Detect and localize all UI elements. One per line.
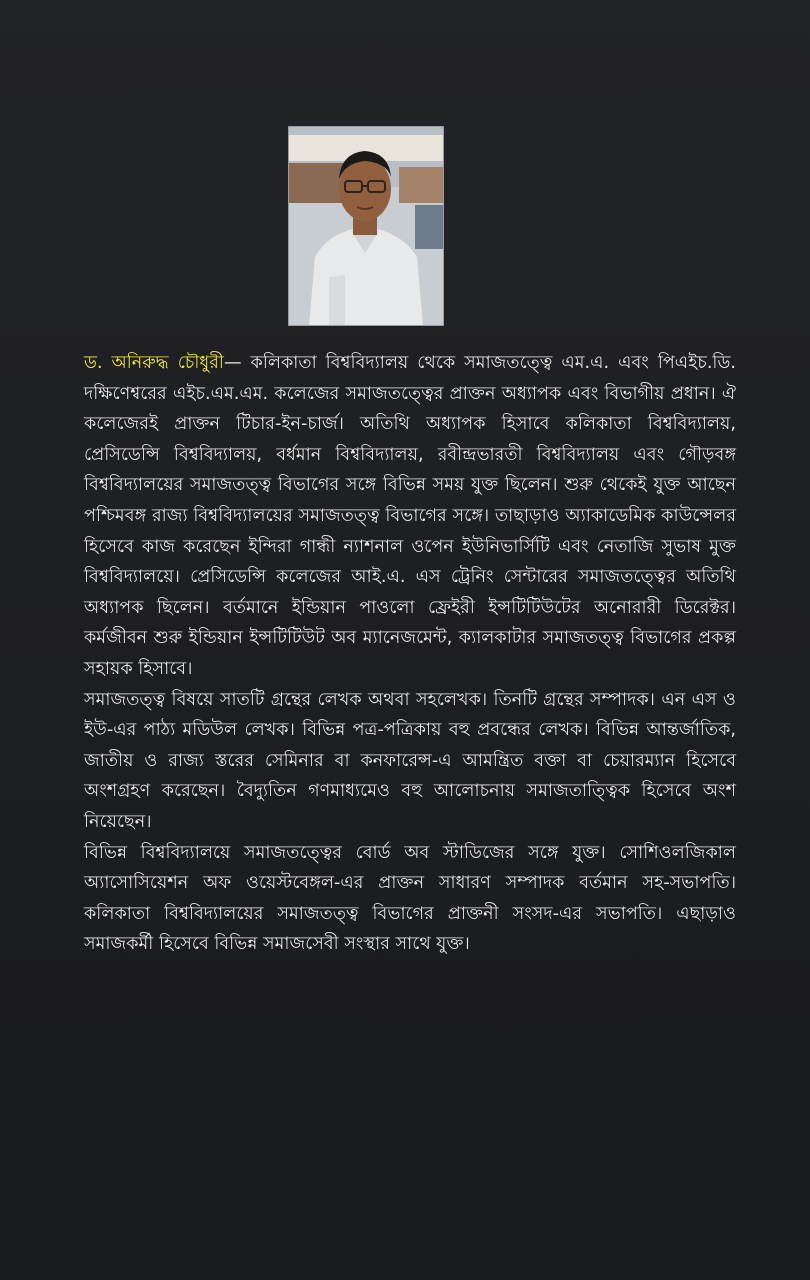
author-photo bbox=[288, 126, 444, 326]
author-name-dash: — bbox=[223, 353, 251, 373]
author-biography bbox=[84, 348, 736, 960]
author-name: ড. অনিরুদ্ধ চৌধুরী bbox=[84, 353, 224, 373]
bio-paragraph-3: বিভিন্ন বিশ্ববিদ্যালয়ে সমাজতত্ত্বের বোর্ড অব স্টাডিজের সঙ্গে যুক্ত। সোশিওলজিকাল অ্যাসোসিয়েশন অফ ওয়েস্টবেঙ্গল-এর প্রাক্তন সাধারণ সম্পাদক বর্তমান সহ-সভাপতি। কলিকাতা বিশ্ববিদ্যালয়ের সমাজতত্ত্ব বিভাগের প্রাক্তনী সংসদ-এর সভাপতি। এছাড়াও সমাজকর্মী হিসেবে বিভিন্ন সমাজসেবী সংস্থার সাথে যুক্ত। bbox=[84, 842, 736, 955]
author-portrait-image bbox=[289, 127, 443, 325]
bio-paragraph-2: সমাজতত্ত্ব বিষয়ে সাতটি গ্রন্থের লেখক অথবা সহলেখক। তিনটি গ্রন্থের সম্পাদক। এন এস ও ইউ-এর পাঠ্য মডিউল লেখক। বিভিন্ন পত্র-পত্রিকায় বহু প্রবন্ধের লেখক। বিভিন্ন আন্তর্জাতিক, জাতীয় ও রাজ্য স্তরের সেমিনার বা কনফারেন্স-এ আমন্ত্রিত বক্তা বা চেয়ারম্যান হিসেবে অংশগ্রহণ করেছেন। বৈদ্যুতিন গণমাধ্যমেও বহু আলোচনায় সমাজতাত্ত্বিক হিসেবে অংশ নিয়েছেন। bbox=[84, 689, 736, 832]
bio-paragraph-1 bbox=[84, 348, 736, 685]
bio-paragraph-1-text: কলিকাতা বিশ্ববিদ্যালয় থেকে সমাজতত্ত্বে এম.এ. এবং পিএইচ.ডি. দক্ষিণেশ্বরের এইচ.এম.এম. কলেজের সমাজতত্ত্বের প্রাক্তন অধ্যাপক এবং বিভাগীয় প্রধান। ঐ কলেজেরই প্রাক্তন টিচার-ইন-চার্জ। অতিথি অধ্যাপক হিসাবে কলিকাতা বিশ্ববিদ্যালয়, প্রেসিডেন্সি বিশ্ববিদ্যালয়, বর্ধমান বিশ্ববিদ্যালয়, রবীন্দ্রভারতী বিশ্ববিদ্যালয় এবং গৌড়বঙ্গ বিশ্ববিদ্যালয়ের সমাজতত্ত্ব বিভাগের সঙ্গে বিভিন্ন সময় যুক্ত ছিলেন। শুরু থেকেই যুক্ত আছেন পশ্চিমবঙ্গ রাজ্য বিশ্ববিদ্যালয়ের সমাজতত্ত্ব বিভাগের সঙ্গে। তাছাড়াও অ্যাকাডেমিক কাউন্সেলর হিসেবে কাজ করেছেন ইন্দিরা গান্ধী ন্যাশনাল ওপেন ইউনিভার্সিটি এবং নেতাজি সুভাষ মুক্ত বিশ্ববিদ্যালয়ে। প্রেসিডেন্সি কলেজের আই.এ. এস ট্রেনিং সেন্টারের সমাজতত্ত্বের অতিথি অধ্যাপক ছিলেন। বর্তমানে ইন্ডিয়ান পাওলো ফ্রেইরী ইন্সটিটিউটের অনোরারী ডিরেক্টর। কর্মজীবন শুরু ইন্ডিয়ান ইন্সটিটিউট অব ম্যানেজমেন্ট, ক্যালকাটার সমাজতত্ত্ব বিভাগের প্রকল্প সহায়ক হিসাবে। bbox=[84, 353, 737, 679]
